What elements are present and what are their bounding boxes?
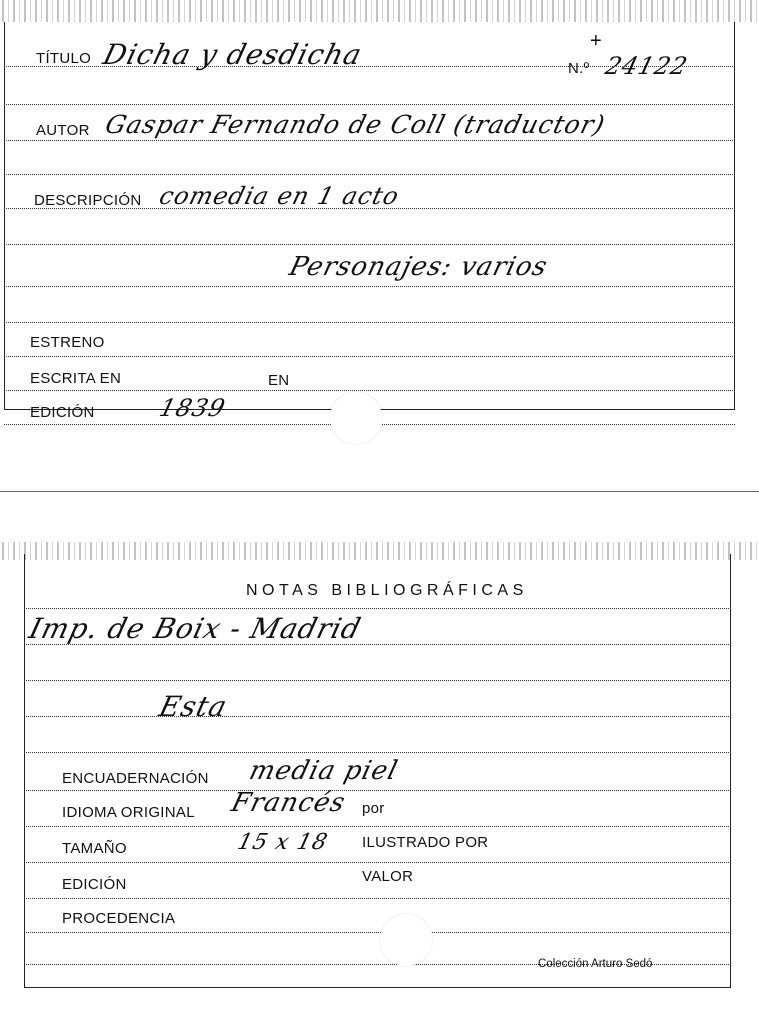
rule-line [24,790,731,791]
tamano-label: TAMAÑO [62,840,127,857]
encuadernacion-label: ENCUADERNACIÓN [62,770,209,787]
titulo-value: Dicha y desdicha [99,38,366,71]
rule-line [4,244,735,245]
collection-footer: Colección Arturo Sedó [538,958,653,970]
catalog-card-bottom [0,548,759,998]
rule-line [24,898,731,899]
rule-line [24,826,731,827]
escrita-label: ESCRITA EN [30,370,122,387]
ilustrado-label: ILUSTRADO POR [362,834,489,851]
torn-edge [2,0,757,22]
punch-hole [380,914,432,966]
catalog-card-top [0,0,759,470]
card-border [4,22,735,410]
edicion-label: EDICIÓN [62,876,127,893]
titulo-label: TÍTULO [36,50,92,67]
rule-line [24,932,731,933]
rule-line [4,356,735,357]
rule-line [4,286,735,287]
rule-line [4,390,735,391]
edicion-value: 1839 [156,394,229,422]
descripcion-line2: Personajes: varios [286,252,551,282]
notas-heading: NOTAS BIBLIOGRÁFICAS [246,582,528,599]
encuadernacion-value: media piel [246,756,402,786]
edicion-label: EDICIÓN [30,404,95,421]
en-label: EN [268,372,290,389]
numero-label: N.º [568,60,590,77]
estreno-label: ESTRENO [30,334,105,351]
idioma-value: Francés [228,788,349,818]
tamano-value: 15 x 18 [234,830,331,855]
rule-line [24,862,731,863]
valor-label: VALOR [362,868,414,885]
rule-line [4,104,735,105]
rule-line [24,680,731,681]
autor-value: Gaspar Fernando de Coll (traductor) [102,110,609,139]
rule-line [4,174,735,175]
por-label: por [362,800,385,817]
cut-line [0,491,759,492]
descripcion-value: comedia en 1 acto [156,182,403,210]
rule-line [4,140,735,141]
numero-value: 24122 [602,52,691,80]
plus-mark: + [590,30,602,52]
rule-line [24,716,731,717]
punch-hole [330,392,382,444]
idioma-label: IDIOMA ORIGINAL [62,804,195,821]
procedencia-label: PROCEDENCIA [62,910,176,927]
rule-line [24,608,731,609]
notes-line1: Imp. de Boix - Madrid [25,612,365,645]
rule-line [24,752,731,753]
rule-line [4,322,735,323]
notes-line2: Esta [155,690,231,723]
descripcion-label: DESCRIPCIÓN [34,192,142,209]
autor-label: AUTOR [36,122,90,139]
